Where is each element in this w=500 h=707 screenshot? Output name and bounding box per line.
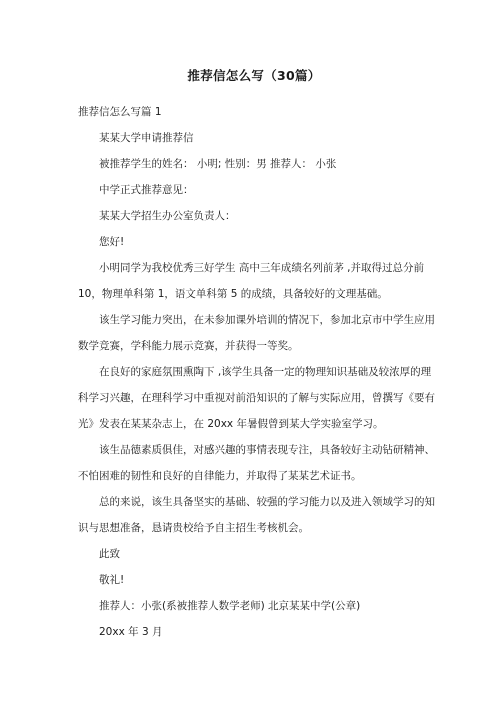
paragraph-date: 20xx 年 3 月 xyxy=(99,626,163,638)
paragraph-closing-2: 敬礼! xyxy=(99,574,125,586)
paragraph-opinion-heading: 中学正式推荐意见： xyxy=(99,184,194,196)
paragraph-addressee: 某某大学招生办公室负责人： xyxy=(99,210,236,222)
section-title: 推荐信怎么写篇 1 xyxy=(78,106,162,118)
paragraph-science-interest: 在良好的家庭氛围熏陶下 ,该学生具备一定的物理知识基础及较浓厚的理科学习兴趣，在理科学习中重视对前沿知识的了解与实际应用，曾撰写《要有光》发表在某某杂志上，在 20xx 年暑假曾到某大学实验室学习。 xyxy=(78,366,435,430)
paragraph-summary: 总的来说，该生具备坚实的基础、较强的学习能力以及进入领域学习的知识与思想准备，恳请贵校给予自主招生考核机会。 xyxy=(78,496,435,534)
paragraph-greeting: 您好! xyxy=(99,236,125,248)
paragraph-letter-heading: 某某大学申请推荐信 xyxy=(99,132,194,144)
paragraph-academic-record: 小明同学为我校优秀三好学生 高中三年成绩名列前茅 ,并取得过总分前10，物理单科第 1，语文单科第 5 的成绩，具备较好的文理基础。 xyxy=(78,262,425,300)
paragraph-closing-1: 此致 xyxy=(99,548,120,560)
document-title: 推荐信怎么写（30篇） xyxy=(187,68,321,83)
paragraph-character: 该生品德素质俱佳，对感兴趣的事情表现专注，具备较好主动钻研精神、不怕困难的韧性和良好的自律能力，并取得了某某艺术证书。 xyxy=(78,444,435,482)
paragraph-competition: 该生学习能力突出，在未参加课外培训的情况下，参加北京市中学生应用数学竞赛，学科能力展示竞赛，并获得一等奖。 xyxy=(78,314,435,352)
paragraph-student-info: 被推荐学生的姓名： 小明; 性别：男 推荐人： 小张 xyxy=(99,158,337,170)
paragraph-signature: 推荐人：小张(系被推荐人数学老师) 北京某某中学(公章) xyxy=(99,600,361,612)
